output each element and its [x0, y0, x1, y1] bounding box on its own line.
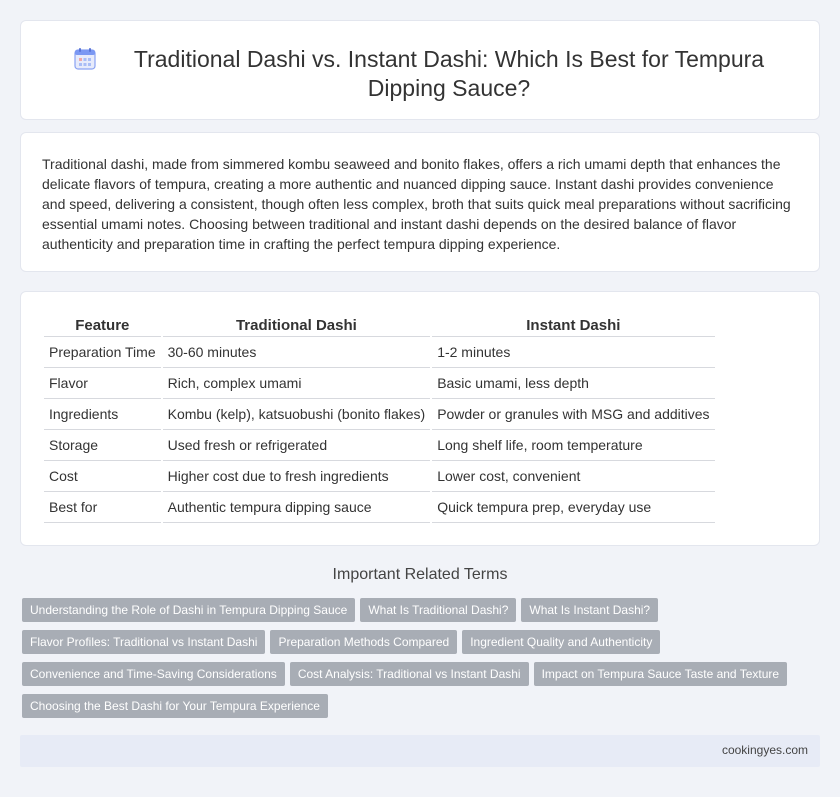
table-row [44, 461, 715, 492]
intro-paragraph: Traditional dashi, made from simmered kombu seaweed and bonito flakes, offers a rich umami depth that enhances the delicate flavors of tempura, creating a more authentic and nuanced dipping sauce. Instant dashi provides convenience and speed, delivering a consistent, though often less complex, broth that suits quick meal preparations without sacrificing essential umami notes. Choosing between traditional and instant dashi depends on the desired balance of flavor authenticity and preparation time in crafting the perfect tempura dipping experience. [42, 156, 791, 252]
row-instant: Lower cost, convenient [432, 461, 714, 492]
column-header-instant: Instant Dashi [432, 315, 714, 337]
table-row [44, 430, 715, 461]
column-header-traditional: Traditional Dashi [163, 315, 431, 337]
related-term-tag[interactable]: Flavor Profiles: Traditional vs Instant Dashi [22, 630, 265, 654]
related-term-tag[interactable]: Choosing the Best Dashi for Your Tempura Experience [22, 694, 328, 718]
related-term-tag[interactable]: Cost Analysis: Traditional vs Instant Dashi [290, 662, 529, 686]
row-traditional: Rich, complex umami [163, 368, 431, 399]
related-term-tag[interactable]: What Is Traditional Dashi? [360, 598, 516, 622]
title-card [20, 20, 820, 120]
row-traditional: Used fresh or refrigerated [163, 430, 431, 461]
related-terms-heading: Important Related Terms [332, 566, 508, 583]
row-instant: Quick tempura prep, everyday use [432, 492, 714, 523]
comparison-table [42, 315, 717, 523]
table-row [44, 337, 715, 368]
site-name[interactable]: cookingyes.com [721, 743, 808, 757]
table-row [44, 492, 715, 523]
row-feature: Best for [44, 492, 161, 523]
intro-card [20, 132, 820, 272]
related-terms-list [22, 598, 822, 726]
related-term-tag[interactable]: Convenience and Time-Saving Considerations [22, 662, 285, 686]
row-traditional: Kombu (kelp), katsuobushi (bonito flakes) [163, 399, 431, 430]
table-row [44, 399, 715, 430]
table-row [44, 368, 715, 399]
row-feature: Storage [44, 430, 161, 461]
row-traditional: Authentic tempura dipping sauce [163, 492, 431, 523]
row-traditional: 30-60 minutes [163, 337, 431, 368]
row-feature: Flavor [44, 368, 161, 399]
row-instant: 1-2 minutes [432, 337, 714, 368]
footer [20, 735, 820, 767]
row-instant: Long shelf life, room temperature [432, 430, 714, 461]
related-term-tag[interactable]: What Is Instant Dashi? [521, 598, 658, 622]
row-instant: Powder or granules with MSG and additives [432, 399, 714, 430]
related-term-tag[interactable]: Impact on Tempura Sauce Taste and Texture [534, 662, 787, 686]
row-traditional: Higher cost due to fresh ingredients [163, 461, 431, 492]
column-header-feature: Feature [44, 315, 161, 337]
row-feature: Ingredients [44, 399, 161, 430]
related-term-tag[interactable]: Preparation Methods Compared [270, 630, 457, 654]
row-feature: Cost [44, 461, 161, 492]
row-feature: Preparation Time [44, 337, 161, 368]
row-instant: Basic umami, less depth [432, 368, 714, 399]
comparison-card [20, 291, 820, 546]
page-title: Traditional Dashi vs. Instant Dashi: Which Is Best for Tempura Dipping Sauce? [133, 46, 765, 101]
table-header-row [44, 315, 715, 337]
related-term-tag[interactable]: Ingredient Quality and Authenticity [462, 630, 660, 654]
related-term-tag[interactable]: Understanding the Role of Dashi in Tempura Dipping Sauce [22, 598, 355, 622]
